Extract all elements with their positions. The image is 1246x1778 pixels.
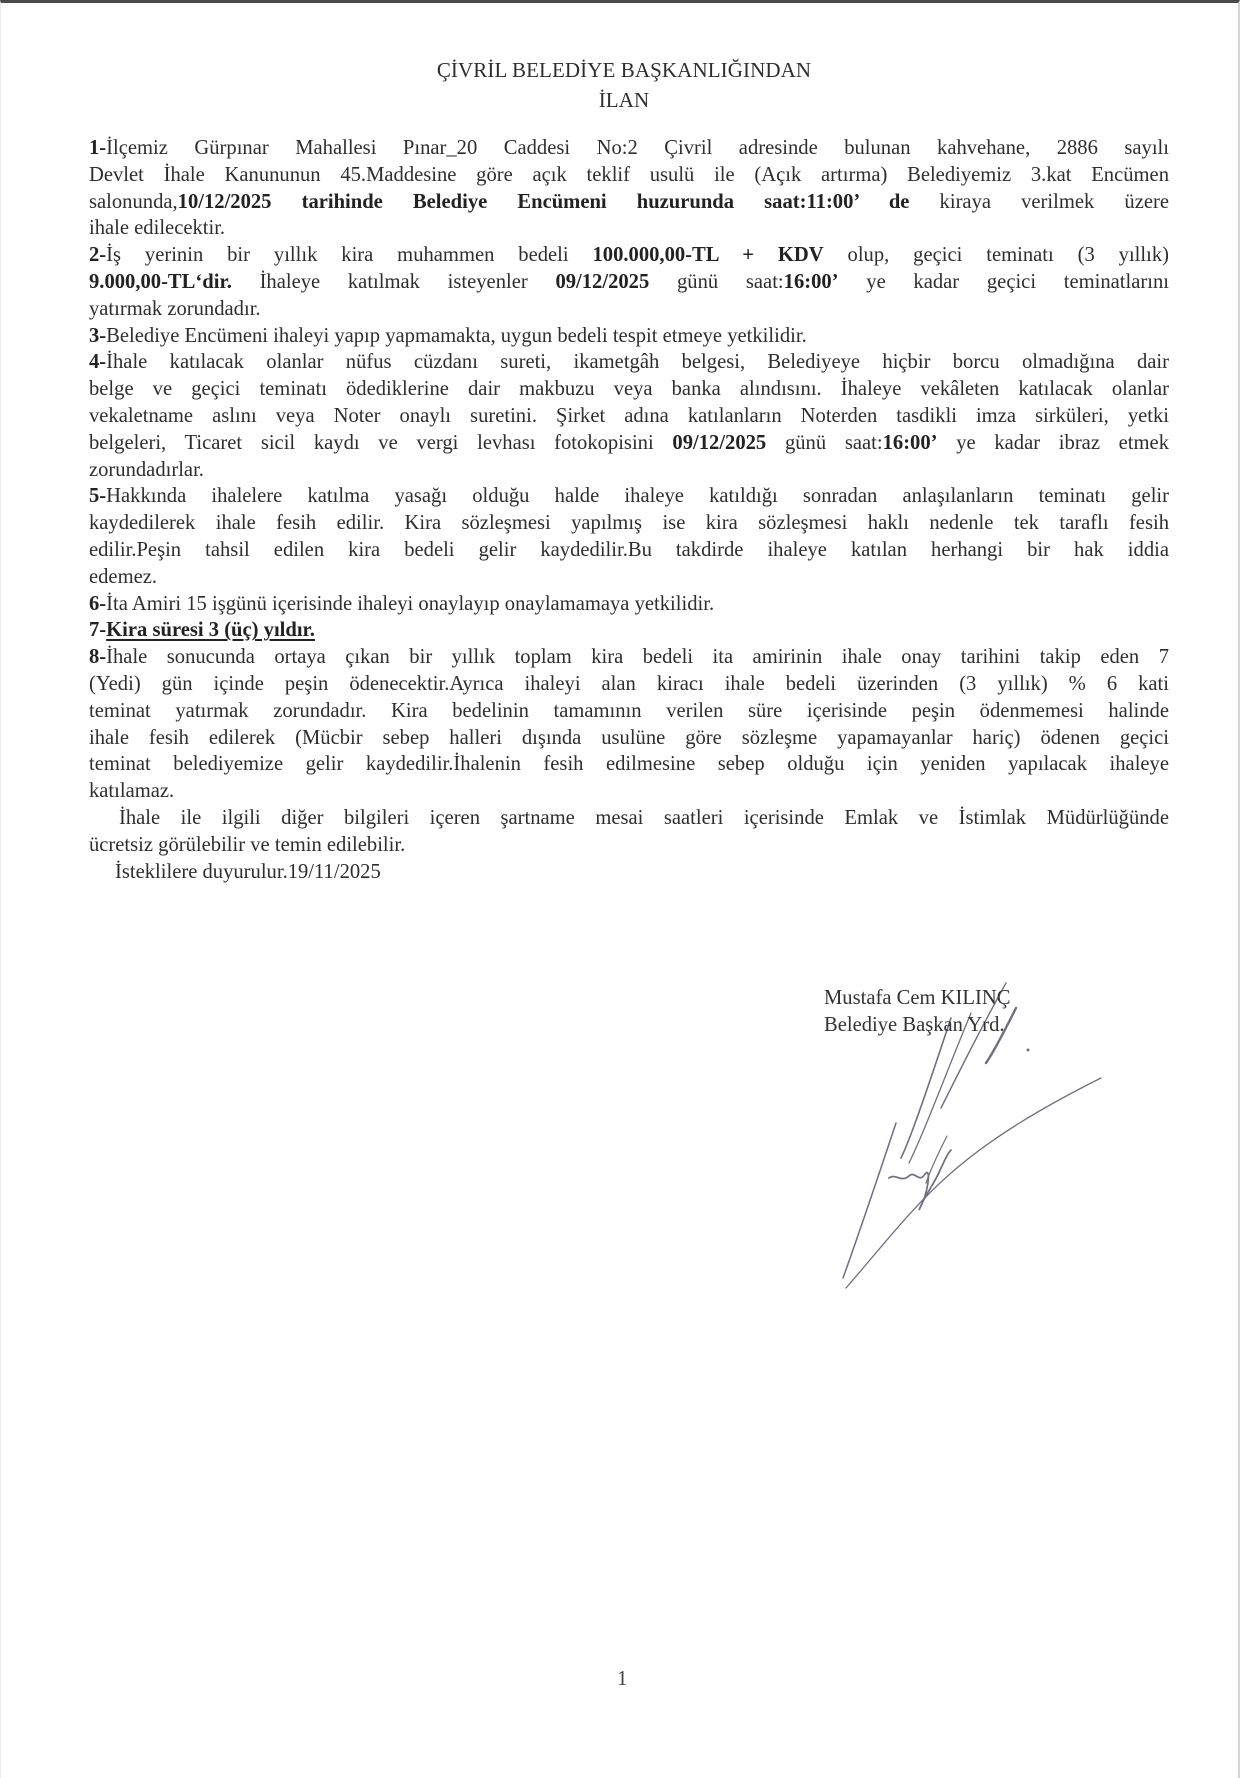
text-segment: İhale katılacak olanlar nüfus cüzdanı sureti, ikametgâh belgesi, Belediyeye hiçbir borcu olmadığına dair (106, 351, 1169, 374)
text-segment: Devlet İhale Kanununun 45.Maddesine göre açık teklif usulü ile (Açık artırma) Belediyemiz 3.kat Encümen (89, 163, 1169, 186)
text-line (89, 162, 1169, 189)
bold-text: 7- (89, 619, 107, 642)
text-segment: teminat belediyemize gelir kaydedilir.İhalenin fesih edilmesine sebep olduğu için yeniden yapılacak ihaleye (89, 753, 1169, 776)
announcement-body (89, 135, 1169, 885)
text-line (89, 725, 1169, 752)
text-segment: zorundadırlar. (89, 458, 204, 481)
text-segment: kiraya verilmek üzere (909, 190, 1169, 213)
bold-text: 16:00’ (882, 431, 938, 454)
text-segment: teminat yatırmak zorundadır. Kira bedelinin tamamının verilen süre içerisinde peşin ödenmemesi halinde (89, 699, 1169, 722)
paragraph-item-7 (89, 617, 1169, 644)
text-segment: ye kadar ibraz etmek (937, 431, 1169, 454)
text-segment: vekaletname aslını veya Noter onaylı suretini. Şirket adına katılanların Noterden tasdikli imza sirküleri, yetki (89, 404, 1169, 427)
bold-text: 9.000,00-TL‘dir. (89, 270, 232, 293)
text-line (89, 296, 1169, 323)
text-line (89, 698, 1169, 725)
text-segment: belge ve geçici teminatı ödediklerine dair makbuzu veya banka alındısını. İhaleye vekâleten katılacak olanlar (89, 378, 1169, 401)
text-segment: ücretsiz görülebilir ve temin edilebilir. (89, 833, 406, 856)
text-line (89, 189, 1169, 216)
bold-text: 09/12/2025 (555, 270, 650, 293)
signature-block (824, 985, 1010, 1039)
document-subtitle: İLAN (598, 88, 650, 112)
text-line (89, 805, 1169, 832)
text-line (89, 457, 1169, 484)
text-line (89, 430, 1169, 457)
text-segment: Belediye Encümeni ihaleyi yapıp yapmamakta, uygun bedeli tespit etmeye yetkilidir. (106, 324, 807, 347)
text-line (89, 859, 1169, 886)
bold-text: 2- (89, 244, 107, 267)
text-segment: İsteklilere duyurulur.19/11/2025 (115, 860, 381, 883)
bold-text: 09/12/2025 (672, 431, 767, 454)
text-line (89, 376, 1169, 403)
text-segment: günü saat: (649, 270, 784, 293)
paragraph-item-5 (89, 483, 1169, 590)
text-segment: (Yedi) gün içinde peşin ödenecektir.Ayrıca ihaleyi alan kiracı ihale bedeli üzerinden (3 yıllık) % 6 kati (89, 672, 1169, 695)
text-segment: katılamaz. (89, 780, 175, 803)
text-segment: edilir.Peşin tahsil edilen kira bedeli gelir kaydedilir.Bu takdirde ihaleye katılan herhangi bir hak iddia (89, 538, 1169, 561)
text-segment: ihale edilecektir. (89, 217, 226, 240)
text-line (89, 215, 1169, 242)
text-line (89, 617, 1169, 644)
bold-text: 6- (89, 592, 107, 615)
bold-text: Kira süresi 3 (üç) yıldır. (106, 619, 315, 642)
page-number: 1 (617, 1666, 628, 1690)
bold-text: 5- (89, 485, 107, 508)
text-line (89, 832, 1169, 859)
text-segment: edemez. (89, 565, 158, 588)
text-segment: yatırmak zorundadır. (89, 297, 261, 320)
text-segment: İhale ile ilgili diğer bilgileri içeren şartname mesai saatleri içerisinde Emlak ve İstimlak Müdürlüğünde (119, 806, 1169, 829)
text-line (89, 269, 1169, 296)
paragraph-item-1 (89, 135, 1169, 242)
signatory-name: Mustafa Cem KILINÇ (824, 987, 1011, 1009)
text-line (89, 510, 1169, 537)
text-segment: salonunda, (89, 190, 178, 213)
bold-text: 1- (89, 137, 107, 159)
bold-text: 10/12/2025 tarihinde Belediye Encümeni huzurunda saat:11:00’ de (177, 190, 910, 213)
bold-text: 100.000,00-TL + KDV (592, 244, 824, 267)
paragraph-closing-info (89, 805, 1169, 859)
text-segment: kaydedilerek ihale fesih edilir. Kira sözleşmesi yapılmış ise kira sözleşmesi haklı nedenle tek taraflı fesih (89, 512, 1169, 535)
text-line (89, 349, 1169, 376)
paragraph-item-3 (89, 323, 1169, 350)
text-line (89, 564, 1169, 591)
text-line (89, 751, 1169, 778)
text-segment: İta Amiri 15 işgünü içerisinde ihaleyi onaylayıp onaylamamaya yetkilidir. (106, 592, 715, 615)
text-line (89, 483, 1169, 510)
text-segment: günü saat: (766, 431, 883, 454)
text-segment: ihale fesih edilerek (Mücbir sebep halleri dışında usulüne göre sözleşme yapamayanlar hariç) ödenen geçici (89, 726, 1169, 749)
paragraph-item-2 (89, 242, 1169, 322)
text-line (89, 135, 1169, 162)
text-segment: belgeleri, Ticaret sicil kaydı ve vergi levhası fotokopisini (89, 431, 673, 454)
text-segment: İlçemiz Gürpınar Mahallesi Pınar_20 Caddesi No:2 Çivril adresinde bulunan kahvehane, 2886 sayılı (106, 137, 1169, 159)
text-line (89, 323, 1169, 350)
bold-text: 8- (89, 646, 107, 669)
document-title: ÇİVRİL BELEDİYE BAŞKANLIĞINDAN (436, 58, 812, 82)
text-segment: Hakkında ihalelere katılma yasağı olduğu halde ihaleye katıldığı sonradan anlaşılanların teminatı gelir (106, 485, 1169, 508)
text-line (89, 403, 1169, 430)
text-line (89, 671, 1169, 698)
text-segment: ye kadar geçici teminatlarını (838, 270, 1169, 293)
bold-text: 4- (89, 351, 107, 374)
text-segment: olup, geçici teminatı (3 yıllık) (823, 244, 1169, 267)
paragraph-item-6 (89, 591, 1169, 618)
signatory-position: Belediye Başkan Yrd. (824, 1014, 1005, 1036)
paragraph-announcement-date (89, 859, 1169, 886)
text-segment: İhale sonucunda ortaya çıkan bir yıllık toplam kira bedeli ita amirinin ihale onay tarihini takip eden 7 (106, 646, 1169, 669)
paragraph-item-8 (89, 644, 1169, 805)
bold-text: 16:00’ (783, 270, 839, 293)
text-line (89, 242, 1169, 269)
text-segment: İş yerinin bir yıllık kira muhammen bedeli (106, 244, 593, 267)
text-line (89, 778, 1169, 805)
bold-text: 3- (89, 324, 107, 347)
text-line (89, 644, 1169, 671)
text-line (89, 537, 1169, 564)
paragraph-item-4 (89, 349, 1169, 483)
text-segment: İhaleye katılmak isteyenler (231, 270, 556, 293)
text-line (89, 591, 1169, 618)
